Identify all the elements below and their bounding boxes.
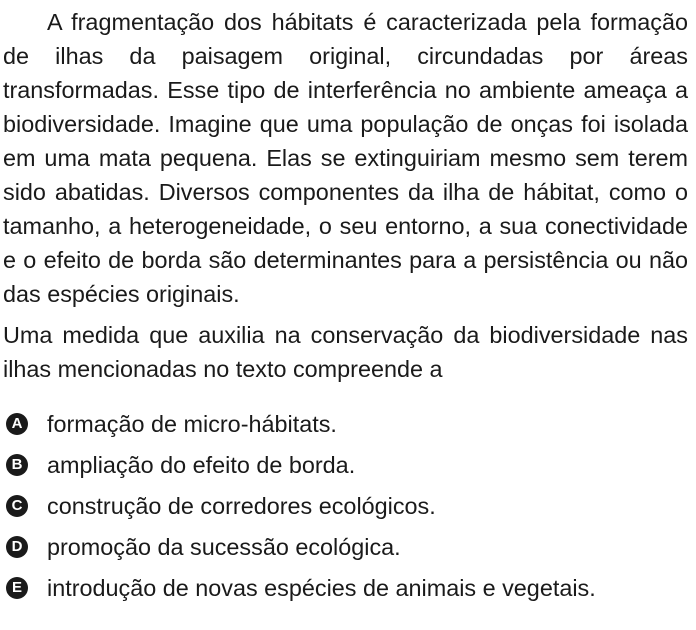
option-text: formação de micro-hábitats. <box>47 410 337 437</box>
option-letter-badge: B <box>6 454 28 476</box>
answer-option-e[interactable] <box>3 567 688 608</box>
answer-option-c[interactable] <box>3 485 688 526</box>
option-letter-badge: E <box>6 577 28 599</box>
option-letter-badge: D <box>6 536 28 558</box>
option-text: promoção da sucessão ecológica. <box>47 533 401 560</box>
option-letter-badge: A <box>6 413 28 435</box>
option-letter-badge: C <box>6 495 28 517</box>
answer-option-a[interactable] <box>3 403 688 444</box>
answer-option-b[interactable] <box>3 444 688 485</box>
option-text: introdução de novas espécies de animais e vegetais. <box>47 574 596 601</box>
answer-option-d[interactable] <box>3 526 688 567</box>
option-text: construção de corredores ecológicos. <box>47 492 436 519</box>
question-text-paragraph: A fragmentação dos hábitats é caracterizada pela formação de ilhas da paisagem original, circundadas por áreas transformadas. Esse tipo de interferência no ambiente ameaça a biodiversidade. Imagine que uma população de onças foi isolada em uma mata pequena. Elas se extinguiriam mesmo sem terem sido abatidas. Diversos componentes da ilha de hábitat, como o tamanho, a heterogeneidade, o seu entorno, a sua conectividade e o efeito de borda são determinantes para a persistência ou não das espécies originais. <box>3 9 688 307</box>
question-prompt: Uma medida que auxilia na conservação da biodiversidade nas ilhas mencionadas no texto compreende a <box>3 322 688 382</box>
answer-options-list <box>3 403 688 608</box>
option-text: ampliação do efeito de borda. <box>47 451 356 478</box>
